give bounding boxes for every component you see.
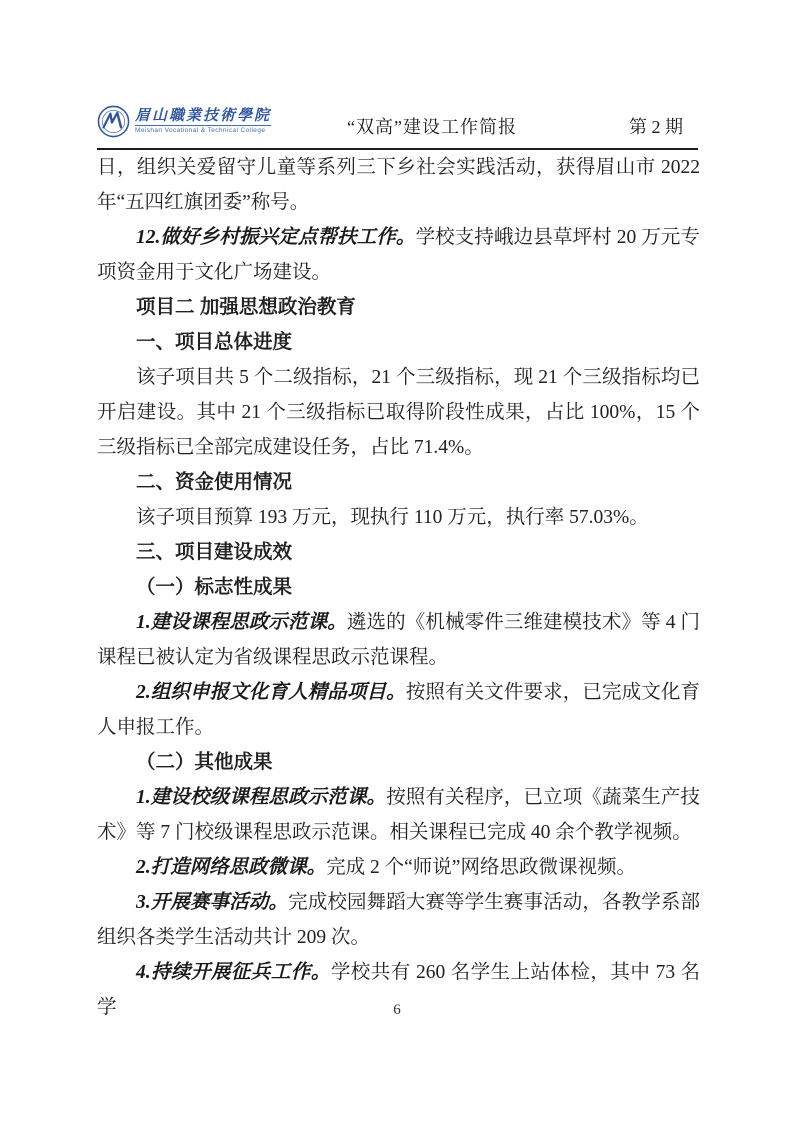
paragraph-lead: 3.开展赛事活动。 [136, 892, 289, 913]
paragraph-item: 3.开展赛事活动。完成校园舞蹈大赛等学生赛事活动，各教学系部组织各类学生活动共计 209 次。 [97, 892, 700, 948]
paragraph-heading2: 三、项目建设成效 [136, 541, 293, 563]
paragraph-item: 1.建设校级课程思政示范课。按照有关程序，已立项《蔬菜生产技术》等 7 门校级课程思政示范课。相关课程已完成 40 余个教学视频。 [97, 787, 700, 843]
page-number: 6 [393, 1002, 401, 1018]
paragraph-lead: 1.建设校级课程思政示范课。 [136, 787, 387, 808]
school-name-cn: 眉山職業技術學院 [135, 108, 272, 124]
school-name-en: Meishan Vocational & Technical College [135, 125, 271, 135]
paragraph-item: 12.做好乡村振兴定点帮扶工作。学校支持峨边县草坪村 20 万元专项资金用于文化广场建设。 [97, 227, 700, 283]
paragraph-body: 日，组织关爱留守儿童等系列三下乡社会实践活动，获得眉山市 2022 年“五四红旗团委”称号。 [97, 157, 700, 213]
paragraph-lead: 12.做好乡村振兴定点帮扶工作。 [136, 227, 416, 248]
school-name-block [135, 108, 271, 135]
paragraph-heading3: （一）标志性成果 [136, 576, 293, 598]
issue-number: 第 2 期 [629, 117, 683, 137]
paragraph-heading1: 项目二 加强思想政治教育 [136, 296, 356, 318]
paragraph-body: 该子项目共 5 个二级指标，21 个三级指标，现 21 个三级指标均已开启建设。其中 21 个三级指标已取得阶段性成果，占比 100%，15 个三级指标已全部完成建设任务，占比 71.4%。 [97, 367, 700, 458]
paragraph-lead: 2.组织申报文化育人精品项目。 [136, 682, 406, 703]
school-seal-icon [97, 105, 130, 138]
paragraph-item: 2.组织申报文化育人精品项目。按照有关文件要求，已完成文化育人申报工作。 [97, 682, 700, 738]
paragraph-lead: 4.持续开展征兵工作。 [136, 962, 331, 983]
paragraph-body: 该子项目预算 193 万元，现执行 110 万元，执行率 57.03%。 [136, 507, 649, 528]
paragraph-item: 1.建设课程思政示范课。遴选的《机械零件三维建模技术》等 4 门课程已被认定为省级课程思政示范课程。 [97, 612, 700, 668]
paragraph-item: 4.持续开展征兵工作。学校共有 260 名学生上站体检，其中 73 名学 [97, 962, 700, 1018]
document-body [97, 150, 700, 1025]
paragraph-lead: 2.打造网络思政微课。 [136, 857, 327, 878]
page-footer [0, 1002, 794, 1019]
paragraph-heading2: 二、资金使用情况 [136, 471, 293, 493]
paragraph-heading3: （二）其他成果 [136, 751, 273, 773]
bulletin-title: “双高”建设工作简报 [347, 117, 517, 137]
paragraph-heading2: 一、项目总体进度 [136, 331, 293, 353]
paragraph-item: 2.打造网络思政微课。完成 2 个“师说”网络思政微课视频。 [136, 857, 636, 878]
school-brand [97, 105, 271, 138]
page-header [97, 103, 698, 150]
paragraph-lead: 1.建设课程思政示范课。 [136, 612, 347, 633]
